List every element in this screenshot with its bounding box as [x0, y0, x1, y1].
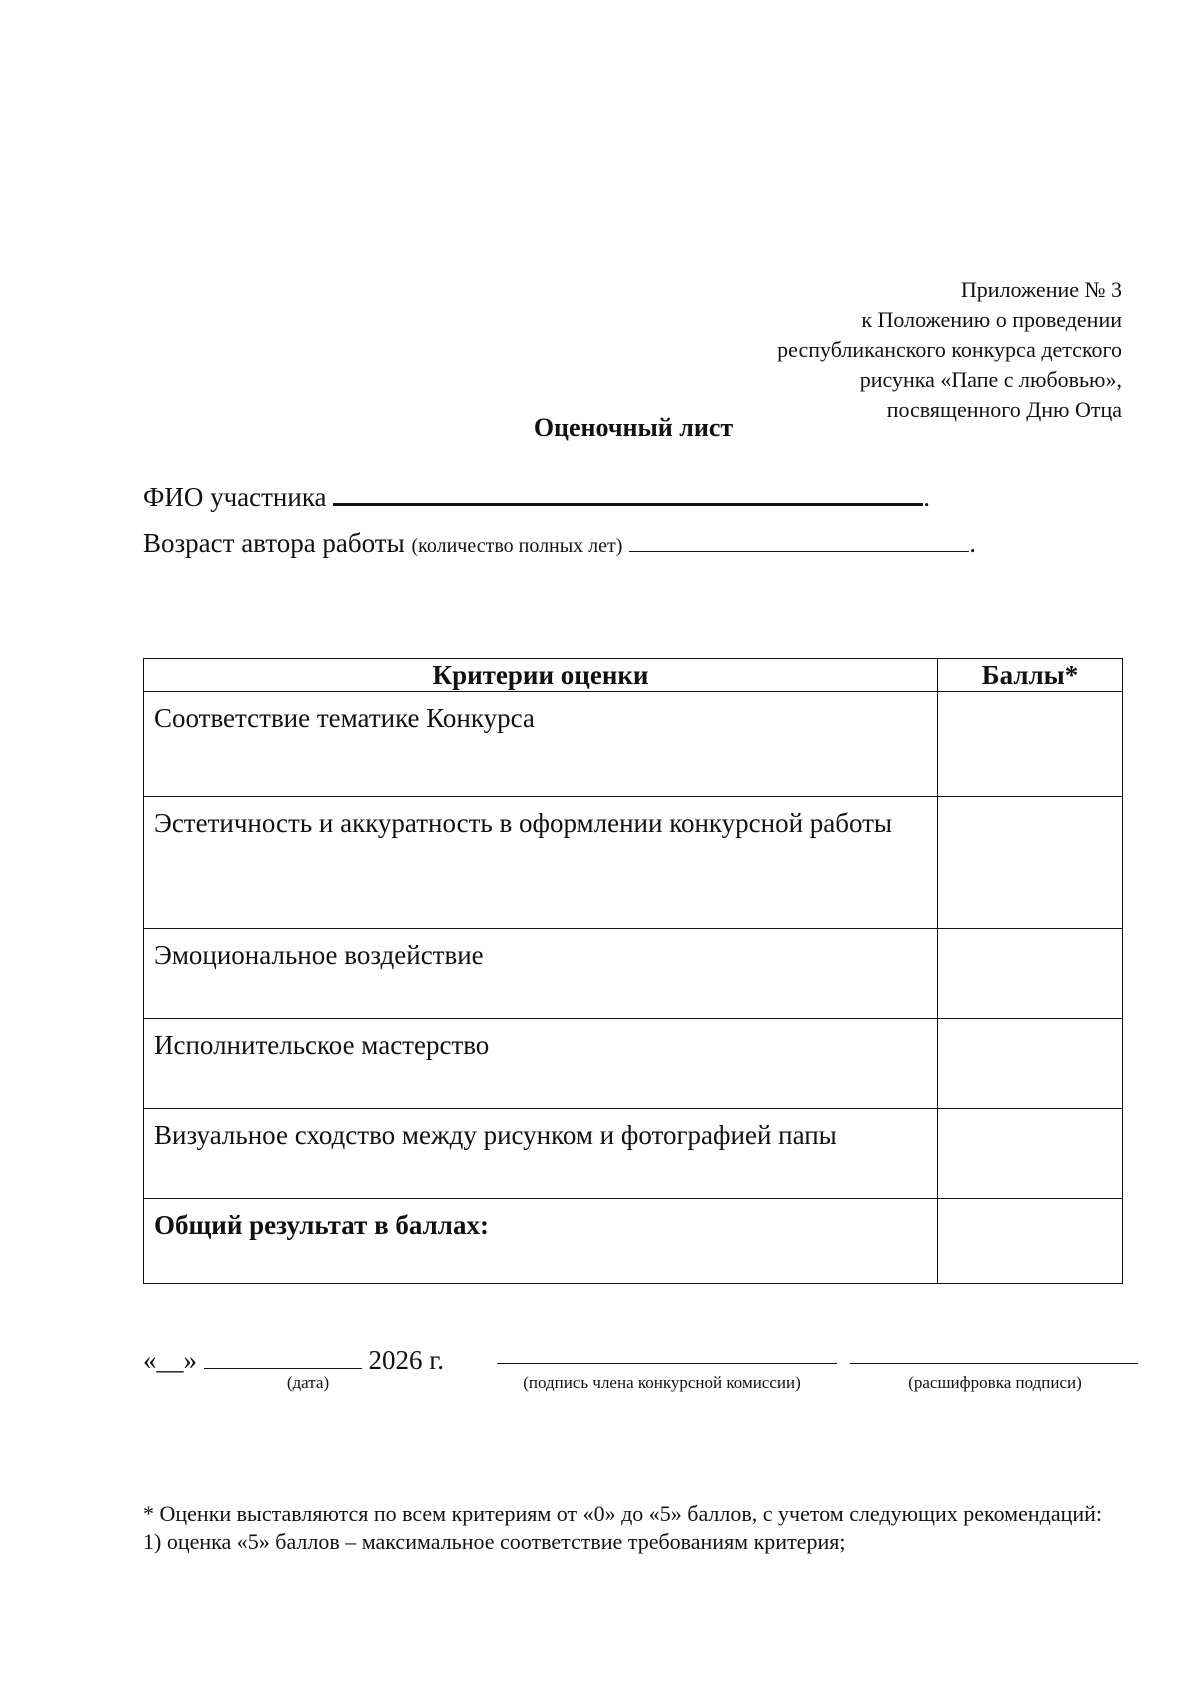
criterion-label: Эстетичность и аккуратность в оформлении конкурсной работы: [144, 797, 938, 929]
author-age-blank[interactable]: [629, 529, 969, 552]
points-cell[interactable]: [938, 692, 1123, 797]
participant-name-end: .: [923, 482, 931, 512]
date-caption: (дата): [286, 1373, 330, 1392]
criteria-table: [143, 658, 1123, 1284]
appendix-block: [777, 275, 1122, 425]
appendix-line: рисунка «Папе с любовью»,: [859, 367, 1122, 392]
author-age-end: .: [969, 528, 976, 558]
total-label: Общий результат в баллах:: [144, 1199, 938, 1284]
appendix-line: посвященного Дню Отца: [886, 397, 1122, 422]
table-row: [144, 1019, 1123, 1109]
table-row: [144, 692, 1123, 797]
footnote: [143, 1500, 1123, 1556]
points-cell[interactable]: [938, 1109, 1123, 1199]
date-year: 2026 г.: [368, 1345, 445, 1375]
date-blank[interactable]: [204, 1346, 362, 1369]
date-day: «__»: [143, 1345, 197, 1375]
participant-name-label: ФИО участника: [143, 482, 327, 512]
points-cell[interactable]: [938, 797, 1123, 929]
criterion-label: Визуальное сходство между рисунком и фотографией папы: [144, 1109, 938, 1199]
table-row: [144, 929, 1123, 1019]
document-title: Оценочный лист: [533, 413, 734, 442]
table-header-row: [144, 659, 1123, 692]
signature-caption: (подпись члена конкурсной комиссии): [523, 1373, 801, 1392]
decoding-caption: (расшифровка подписи): [908, 1373, 1082, 1392]
signature-decoding-line[interactable]: [850, 1362, 1138, 1364]
header-criteria: Критерии оценки: [144, 659, 938, 692]
points-cell[interactable]: [938, 929, 1123, 1019]
criterion-label: Эмоциональное воздействие: [144, 929, 938, 1019]
appendix-line: Приложение № 3: [960, 277, 1122, 302]
participant-name-field: [143, 480, 930, 514]
signature-line[interactable]: [497, 1362, 837, 1364]
criterion-label: Соответствие тематике Конкурса: [144, 692, 938, 797]
author-age-label: Возраст автора работы: [143, 528, 405, 558]
criterion-label: Исполнительское мастерство: [144, 1019, 938, 1109]
table-total-row: [144, 1199, 1123, 1284]
footnote-line: 1) оценка «5» баллов – максимальное соответствие требованиям критерия;: [143, 1529, 846, 1554]
participant-name-blank[interactable]: [333, 481, 923, 506]
appendix-line: республиканского конкурса детского: [777, 337, 1122, 362]
total-points-cell[interactable]: [938, 1199, 1123, 1284]
header-points: Баллы*: [938, 659, 1123, 692]
points-cell[interactable]: [938, 1019, 1123, 1109]
author-age-field: [143, 526, 976, 563]
footnote-line: * Оценки выставляются по всем критериям от «0» до «5» баллов, с учетом следующих рекомендаций:: [143, 1501, 1103, 1526]
table-row: [144, 1109, 1123, 1199]
appendix-line: к Положению о проведении: [861, 307, 1122, 332]
author-age-hint: (количество полных лет): [411, 535, 623, 557]
table-row: [144, 797, 1123, 929]
